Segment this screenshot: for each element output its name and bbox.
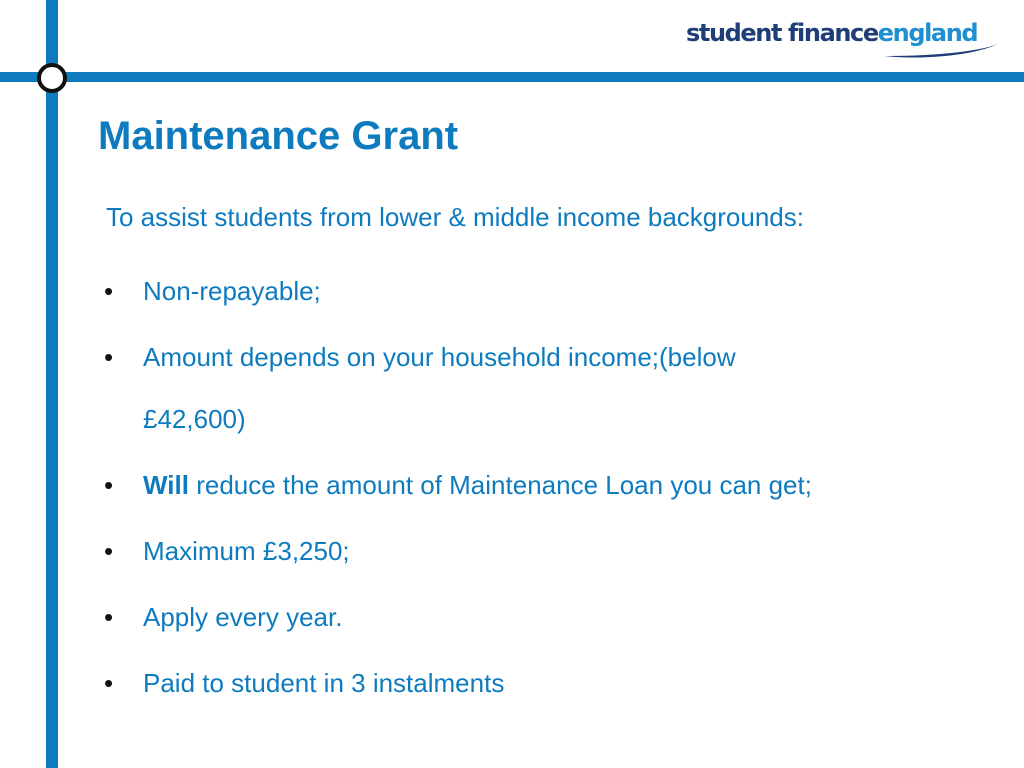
bullet-emphasis: Will (143, 470, 189, 500)
bullet-dot-icon: • (104, 602, 114, 632)
vertical-accent-line (46, 0, 58, 768)
bullet-text: Apply every year. (143, 602, 343, 632)
bullet-item-reduce-loan (104, 454, 1004, 516)
bullet-text: Maximum £3,250; (143, 536, 350, 566)
bullet-list (104, 260, 1004, 718)
bullet-item-non-repayable (104, 260, 1004, 322)
logo-text-student-finance: student finance (686, 19, 878, 47)
bullet-text: reduce the amount of Maintenance Loan you can get; (188, 470, 812, 500)
bullet-item-maximum (104, 520, 1004, 582)
bullet-dot-icon: • (104, 342, 114, 372)
bullet-item-paid-instalments (104, 652, 1004, 714)
bullet-text: Paid to student in 3 instalments (143, 668, 505, 698)
student-finance-england-logo (686, 16, 1006, 60)
logo-text-england: england (877, 19, 978, 47)
bullet-dot-icon: • (104, 276, 114, 306)
bullet-dot-icon: • (104, 668, 114, 698)
bullet-text-continued: £42,600) (143, 404, 246, 434)
logo-swoosh-icon (882, 34, 1000, 60)
bullet-dot-icon: • (104, 536, 114, 566)
bullet-text: Non-repayable; (143, 276, 321, 306)
bullet-text: Amount depends on your household income;(below (143, 342, 736, 372)
bullet-item-apply-every-year (104, 586, 1004, 648)
line-junction-circle (37, 63, 67, 93)
bullet-dot-icon: • (104, 470, 114, 500)
page-title: Maintenance Grant (98, 114, 459, 158)
horizontal-accent-line (0, 72, 1024, 82)
bullet-item-household-income (104, 326, 1004, 450)
intro-text: To assist students from lower & middle income backgrounds: (106, 202, 804, 232)
